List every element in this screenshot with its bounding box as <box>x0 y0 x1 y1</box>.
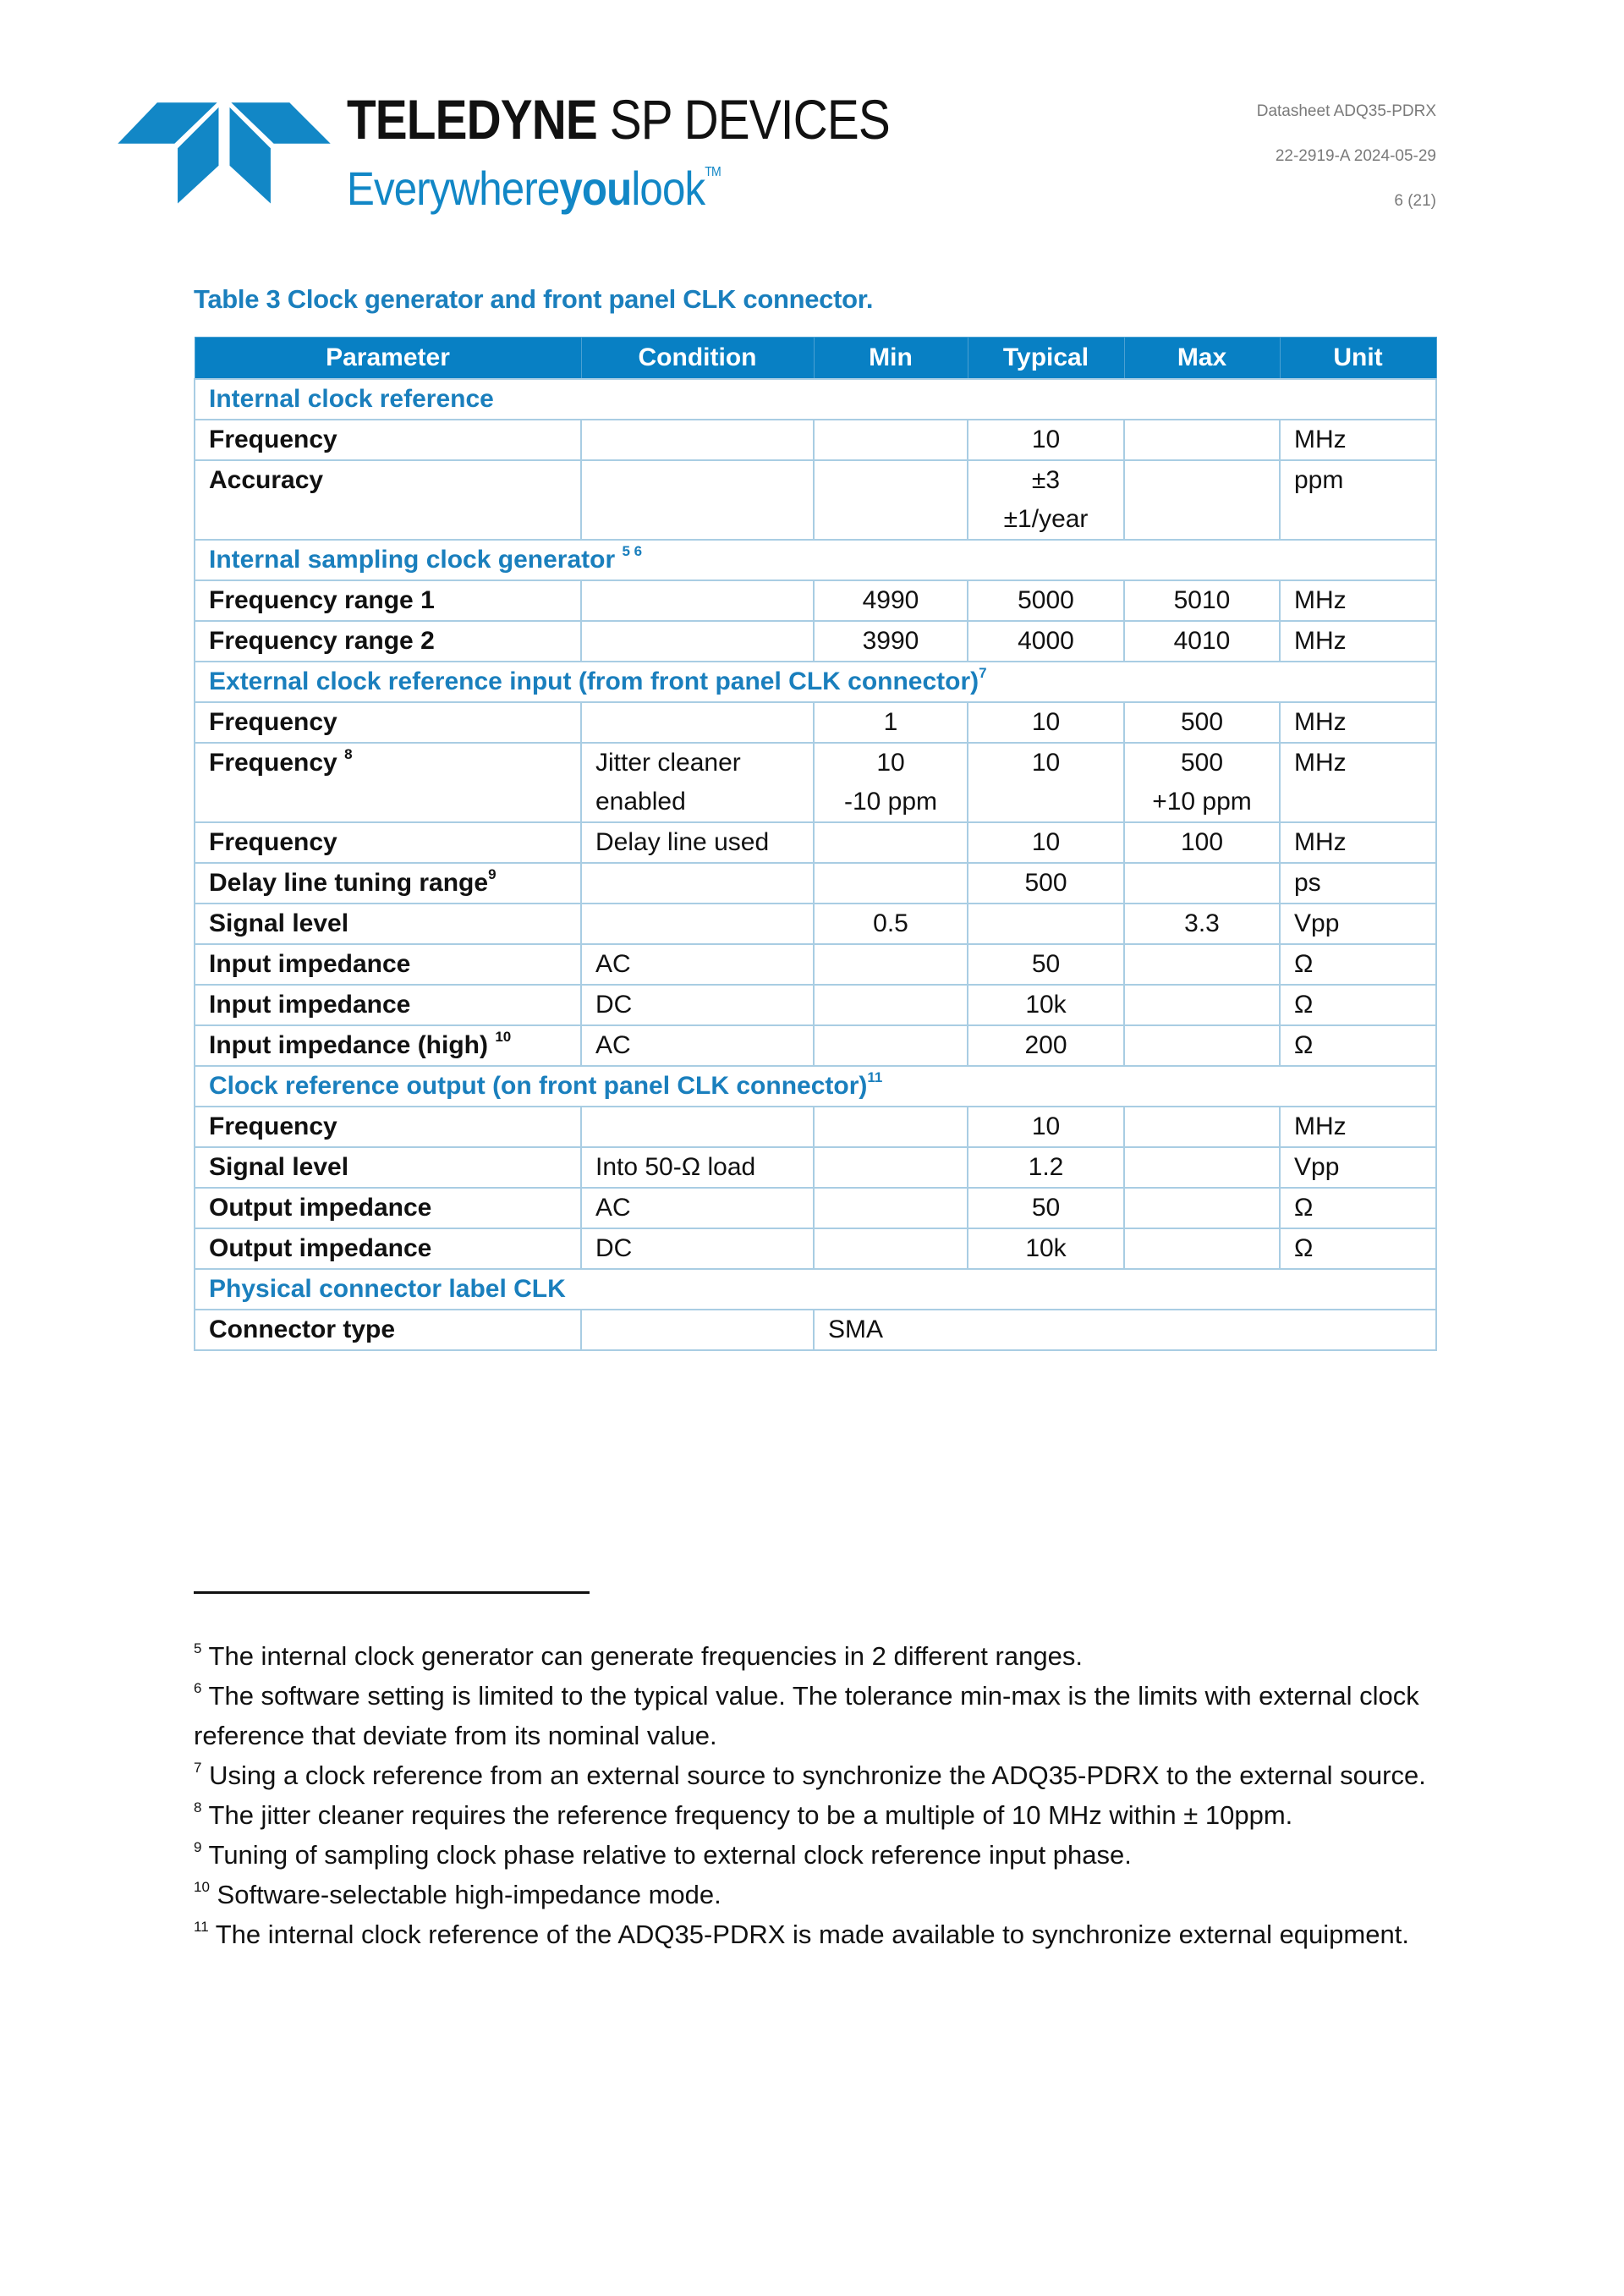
section-row <box>195 379 1436 420</box>
table-row <box>195 420 1436 460</box>
unit-cell-text: Vpp <box>1294 1153 1340 1181</box>
condition-cell <box>581 1188 814 1228</box>
param-cell-text: Frequency range 1 <box>209 586 435 614</box>
min-cell <box>814 460 968 540</box>
unit-cell <box>1280 985 1436 1025</box>
footnote-ref: 11 <box>867 1069 883 1085</box>
footnote <box>194 1636 1437 1676</box>
condition-cell <box>581 1310 814 1350</box>
condition-cell <box>581 863 814 904</box>
unit-cell-text: MHz <box>1294 828 1347 856</box>
section-row <box>195 1269 1436 1310</box>
condition-cell-text: Delay line used <box>595 828 770 856</box>
max-cell-text: 500 <box>1180 708 1224 736</box>
typical-cell <box>968 1188 1124 1228</box>
footnote-number: 6 <box>194 1680 202 1696</box>
footnote-ref: 9 <box>488 866 497 882</box>
document-meta <box>1257 100 1436 234</box>
section-title-cell <box>195 540 1436 580</box>
param-cell <box>195 460 581 540</box>
min-cell <box>814 1107 968 1147</box>
max-cell <box>1124 702 1280 743</box>
tagline-part-bold: you <box>559 162 632 215</box>
min-cell-text: 3990 <box>862 627 919 655</box>
brand-name <box>347 86 890 152</box>
typical-cell-text: 500 <box>1024 869 1067 897</box>
condition-cell <box>581 460 814 540</box>
param-cell-text: Output impedance <box>209 1234 432 1262</box>
unit-cell <box>1280 420 1436 460</box>
table-caption: Table 3 Clock generator and front panel CLK connector. <box>194 284 874 314</box>
table-row <box>195 580 1436 621</box>
condition-cell-text: DC <box>595 1234 633 1262</box>
typical-cell <box>968 822 1124 863</box>
param-cell-text: Signal level <box>209 909 349 937</box>
param-cell-text: Connector type <box>209 1316 396 1343</box>
teledyne-logo-icon <box>110 95 338 209</box>
typical-cell <box>968 743 1124 822</box>
param-cell-text: Accuracy <box>209 466 324 494</box>
tagline-part: Everywhere <box>347 162 560 215</box>
condition-cell <box>581 1107 814 1147</box>
unit-cell-text: MHz <box>1294 1112 1347 1140</box>
param-cell <box>195 944 581 985</box>
condition-cell <box>581 1147 814 1188</box>
unit-cell <box>1280 580 1436 621</box>
section-title: Internal sampling clock generator <box>209 546 616 574</box>
min-cell <box>814 904 968 944</box>
min-cell <box>814 1228 968 1269</box>
typical-cell-text: 50 <box>1031 1194 1061 1222</box>
condition-cell-text: enabled <box>595 788 686 816</box>
max-cell-text: +10 ppm <box>1152 788 1252 816</box>
condition-cell-text: AC <box>595 1031 631 1059</box>
min-cell-text: 10 <box>876 749 905 777</box>
param-cell <box>195 743 581 822</box>
table-row <box>195 1228 1436 1269</box>
param-cell-text: Frequency <box>209 426 337 453</box>
column-header: Max <box>1124 338 1280 380</box>
unit-cell <box>1280 1228 1436 1269</box>
condition-cell <box>581 985 814 1025</box>
unit-cell <box>1280 460 1436 540</box>
table-row <box>195 822 1436 863</box>
typical-cell-text: 4000 <box>1018 627 1074 655</box>
max-cell-text: 100 <box>1180 828 1224 856</box>
typical-cell <box>968 863 1124 904</box>
section-row <box>195 540 1436 580</box>
typical-cell <box>968 1228 1124 1269</box>
unit-cell <box>1280 621 1436 662</box>
unit-cell-text: MHz <box>1294 426 1347 453</box>
typical-cell <box>968 1107 1124 1147</box>
footnotes <box>194 1636 1437 1954</box>
table-row <box>195 621 1436 662</box>
section-title-cell <box>195 1066 1436 1107</box>
min-cell <box>814 1188 968 1228</box>
brand-wordmark <box>347 86 978 214</box>
section-title-cell <box>195 379 1436 420</box>
typical-cell <box>968 904 1124 944</box>
unit-cell-text: ps <box>1294 869 1321 897</box>
min-cell <box>814 863 968 904</box>
footnote-number: 9 <box>194 1839 202 1855</box>
footnote-ref: 7 <box>979 665 987 681</box>
condition-cell <box>581 944 814 985</box>
typical-cell-text: 1.2 <box>1028 1153 1064 1181</box>
unit-cell <box>1280 1107 1436 1147</box>
param-cell <box>195 822 581 863</box>
page-number: 6 (21) <box>1394 192 1436 210</box>
footnote-text: The internal clock reference of the ADQ35-PDRX is made available to synchronize external equipment. <box>215 1920 1409 1949</box>
footnote-text: Tuning of sampling clock phase relative to external clock reference input phase. <box>208 1840 1132 1870</box>
param-cell <box>195 1188 581 1228</box>
min-cell <box>814 702 968 743</box>
table-header-row <box>195 338 1436 380</box>
unit-cell-text: Ω <box>1294 1234 1314 1262</box>
footnote-text: The software setting is limited to the typical value. The tolerance min-max is the limits with external clock reference that deviate from its nominal value. <box>194 1681 1419 1750</box>
condition-cell <box>581 702 814 743</box>
table-row <box>195 944 1436 985</box>
unit-cell <box>1280 743 1436 822</box>
table-body <box>195 379 1436 1350</box>
param-cell <box>195 863 581 904</box>
column-header: Min <box>814 338 968 380</box>
column-header: Typical <box>968 338 1124 380</box>
footnote-separator <box>194 1591 590 1594</box>
typical-cell-text: 10k <box>1025 1234 1067 1262</box>
unit-cell-text: Ω <box>1294 950 1314 978</box>
max-cell <box>1124 743 1280 822</box>
tagline-part: look <box>631 162 705 215</box>
param-cell-text: Frequency <box>209 1112 337 1140</box>
param-cell-text: Input impedance <box>209 991 411 1019</box>
footnote <box>194 1755 1437 1795</box>
condition-cell-text: DC <box>595 991 633 1019</box>
param-cell-text: Input impedance <box>209 950 411 978</box>
param-cell <box>195 702 581 743</box>
param-cell-text: Frequency <box>209 828 337 856</box>
unit-cell <box>1280 944 1436 985</box>
max-cell <box>1124 1188 1280 1228</box>
unit-cell-text: MHz <box>1294 586 1347 614</box>
min-cell <box>814 1025 968 1066</box>
max-cell <box>1124 1147 1280 1188</box>
min-cell <box>814 985 968 1025</box>
typical-cell <box>968 460 1124 540</box>
typical-cell-text: ±1/year <box>1003 505 1089 533</box>
condition-cell-text: AC <box>595 1194 631 1222</box>
param-cell <box>195 1107 581 1147</box>
footnote <box>194 1835 1437 1875</box>
condition-cell-text: Into 50-Ω load <box>595 1153 756 1181</box>
max-cell <box>1124 420 1280 460</box>
min-cell <box>814 1147 968 1188</box>
param-cell-text: Frequency <box>209 749 337 777</box>
unit-cell-text: MHz <box>1294 627 1347 655</box>
typical-cell-text: 10 <box>1031 749 1061 777</box>
typical-cell <box>968 985 1124 1025</box>
table-row <box>195 743 1436 822</box>
section-title: Clock reference output (on front panel CLK connector) <box>209 1072 868 1100</box>
unit-cell <box>1280 702 1436 743</box>
footnote <box>194 1875 1437 1914</box>
param-cell <box>195 1147 581 1188</box>
min-cell <box>814 743 968 822</box>
footnote-number: 5 <box>194 1640 202 1656</box>
footnote-number: 8 <box>194 1799 202 1815</box>
unit-cell <box>1280 1188 1436 1228</box>
typical-cell-text: 200 <box>1024 1031 1067 1059</box>
max-cell <box>1124 1025 1280 1066</box>
max-cell <box>1124 863 1280 904</box>
typical-cell-text: 10k <box>1025 991 1067 1019</box>
max-cell <box>1124 1107 1280 1147</box>
table-row <box>195 460 1436 540</box>
typical-cell-text: 10 <box>1031 1112 1061 1140</box>
typical-cell-text: 50 <box>1031 950 1061 978</box>
unit-cell <box>1280 904 1436 944</box>
footnote-number: 7 <box>194 1760 202 1776</box>
footnote <box>194 1914 1437 1954</box>
typical-cell <box>968 621 1124 662</box>
max-cell <box>1124 904 1280 944</box>
unit-cell <box>1280 822 1436 863</box>
condition-cell <box>581 904 814 944</box>
footnote-number: 11 <box>194 1919 209 1935</box>
doc-title: Datasheet ADQ35-PDRX <box>1256 102 1436 120</box>
typical-cell-text: ±3 <box>1031 466 1061 494</box>
unit-cell <box>1280 1147 1436 1188</box>
min-cell <box>814 621 968 662</box>
brand-name-bold: TELEDYNE <box>347 88 597 151</box>
param-cell <box>195 580 581 621</box>
param-cell-text: Frequency <box>209 708 337 736</box>
table-row <box>195 1025 1436 1066</box>
typical-cell-text: 10 <box>1031 708 1061 736</box>
brand-tagline <box>347 147 903 214</box>
max-cell-text: 500 <box>1180 749 1224 777</box>
footnote-number: 10 <box>194 1879 210 1895</box>
param-cell <box>195 904 581 944</box>
typical-cell-text: 10 <box>1031 828 1061 856</box>
footnote <box>194 1795 1437 1835</box>
unit-cell-text: ppm <box>1294 466 1344 494</box>
footnote-text: Using a clock reference from an external source to synchronize the ADQ35-PDRX to the external source. <box>209 1760 1426 1790</box>
typical-cell <box>968 944 1124 985</box>
param-cell <box>195 985 581 1025</box>
min-cell-text: 1 <box>883 708 898 736</box>
unit-cell-text: Ω <box>1294 1031 1314 1059</box>
footnote-ref: 5 6 <box>622 543 643 559</box>
condition-cell <box>581 743 814 822</box>
typical-cell <box>968 702 1124 743</box>
min-cell <box>814 420 968 460</box>
section-title: External clock reference input (from front panel CLK connector) <box>209 667 979 695</box>
min-cell <box>814 944 968 985</box>
typical-cell-text: 5000 <box>1018 586 1074 614</box>
condition-cell <box>581 580 814 621</box>
unit-cell-text: Ω <box>1294 991 1314 1019</box>
min-cell-text: 0.5 <box>873 909 908 937</box>
value-cell <box>814 1310 1436 1350</box>
section-title-cell <box>195 662 1436 702</box>
footnote-ref: 8 <box>344 746 353 762</box>
condition-cell <box>581 621 814 662</box>
max-cell <box>1124 621 1280 662</box>
footnote-ref: 10 <box>495 1029 512 1045</box>
footnote-text: The jitter cleaner requires the reference frequency to be a multiple of 10 MHz within ± 10ppm. <box>208 1800 1293 1830</box>
table-row <box>195 863 1436 904</box>
column-header: Condition <box>581 338 814 380</box>
condition-cell-text: AC <box>595 950 631 978</box>
unit-cell <box>1280 863 1436 904</box>
value-cell-text: SMA <box>828 1316 884 1343</box>
min-cell-text: 4990 <box>862 586 919 614</box>
param-cell-text: Frequency range 2 <box>209 627 435 655</box>
unit-cell <box>1280 1025 1436 1066</box>
typical-cell <box>968 1025 1124 1066</box>
table-row <box>195 1107 1436 1147</box>
footnote-text: Software-selectable high-impedance mode. <box>217 1880 721 1909</box>
condition-cell <box>581 420 814 460</box>
max-cell-text: 3.3 <box>1184 909 1220 937</box>
param-cell-text: Input impedance (high) <box>209 1031 488 1059</box>
spec-table <box>194 337 1437 1351</box>
unit-cell-text: Vpp <box>1294 909 1340 937</box>
typical-cell <box>968 420 1124 460</box>
unit-cell-text: MHz <box>1294 749 1347 777</box>
section-row <box>195 662 1436 702</box>
max-cell-text: 4010 <box>1173 627 1231 655</box>
brand-name-light: SP DEVICES <box>596 88 890 151</box>
param-cell-text: Signal level <box>209 1153 349 1181</box>
trademark-mark: TM <box>705 165 721 179</box>
doc-id-date: 22-2919-A 2024-05-29 <box>1275 147 1436 165</box>
unit-cell-text: MHz <box>1294 708 1347 736</box>
param-cell <box>195 420 581 460</box>
section-title: Physical connector label CLK <box>209 1275 566 1303</box>
footnote <box>194 1676 1437 1755</box>
min-cell-text: -10 ppm <box>843 788 938 816</box>
max-cell <box>1124 944 1280 985</box>
table-row <box>195 1188 1436 1228</box>
footnote-text: The internal clock generator can generate frequencies in 2 different ranges. <box>208 1641 1083 1671</box>
param-cell <box>195 1310 581 1350</box>
section-title-cell <box>195 1269 1436 1310</box>
condition-cell <box>581 822 814 863</box>
condition-cell <box>581 1228 814 1269</box>
min-cell <box>814 580 968 621</box>
section-row <box>195 1066 1436 1107</box>
param-cell <box>195 621 581 662</box>
max-cell <box>1124 460 1280 540</box>
max-cell-text: 5010 <box>1173 586 1231 614</box>
condition-cell-text: Jitter cleaner <box>595 749 741 777</box>
min-cell <box>814 822 968 863</box>
max-cell <box>1124 985 1280 1025</box>
param-cell <box>195 1228 581 1269</box>
typical-cell <box>968 1147 1124 1188</box>
column-header: Parameter <box>195 338 581 380</box>
unit-cell-text: Ω <box>1294 1194 1314 1222</box>
typical-cell-text: 10 <box>1031 426 1061 453</box>
table-row <box>195 1147 1436 1188</box>
typical-cell <box>968 580 1124 621</box>
table-row <box>195 985 1436 1025</box>
table-row <box>195 1310 1436 1350</box>
condition-cell <box>581 1025 814 1066</box>
param-cell <box>195 1025 581 1066</box>
max-cell <box>1124 1228 1280 1269</box>
max-cell <box>1124 822 1280 863</box>
param-cell-text: Delay line tuning range <box>209 869 489 897</box>
section-title: Internal clock reference <box>209 385 494 413</box>
param-cell-text: Output impedance <box>209 1194 432 1222</box>
max-cell <box>1124 580 1280 621</box>
column-header: Unit <box>1280 338 1436 380</box>
table-row <box>195 904 1436 944</box>
table-row <box>195 702 1436 743</box>
